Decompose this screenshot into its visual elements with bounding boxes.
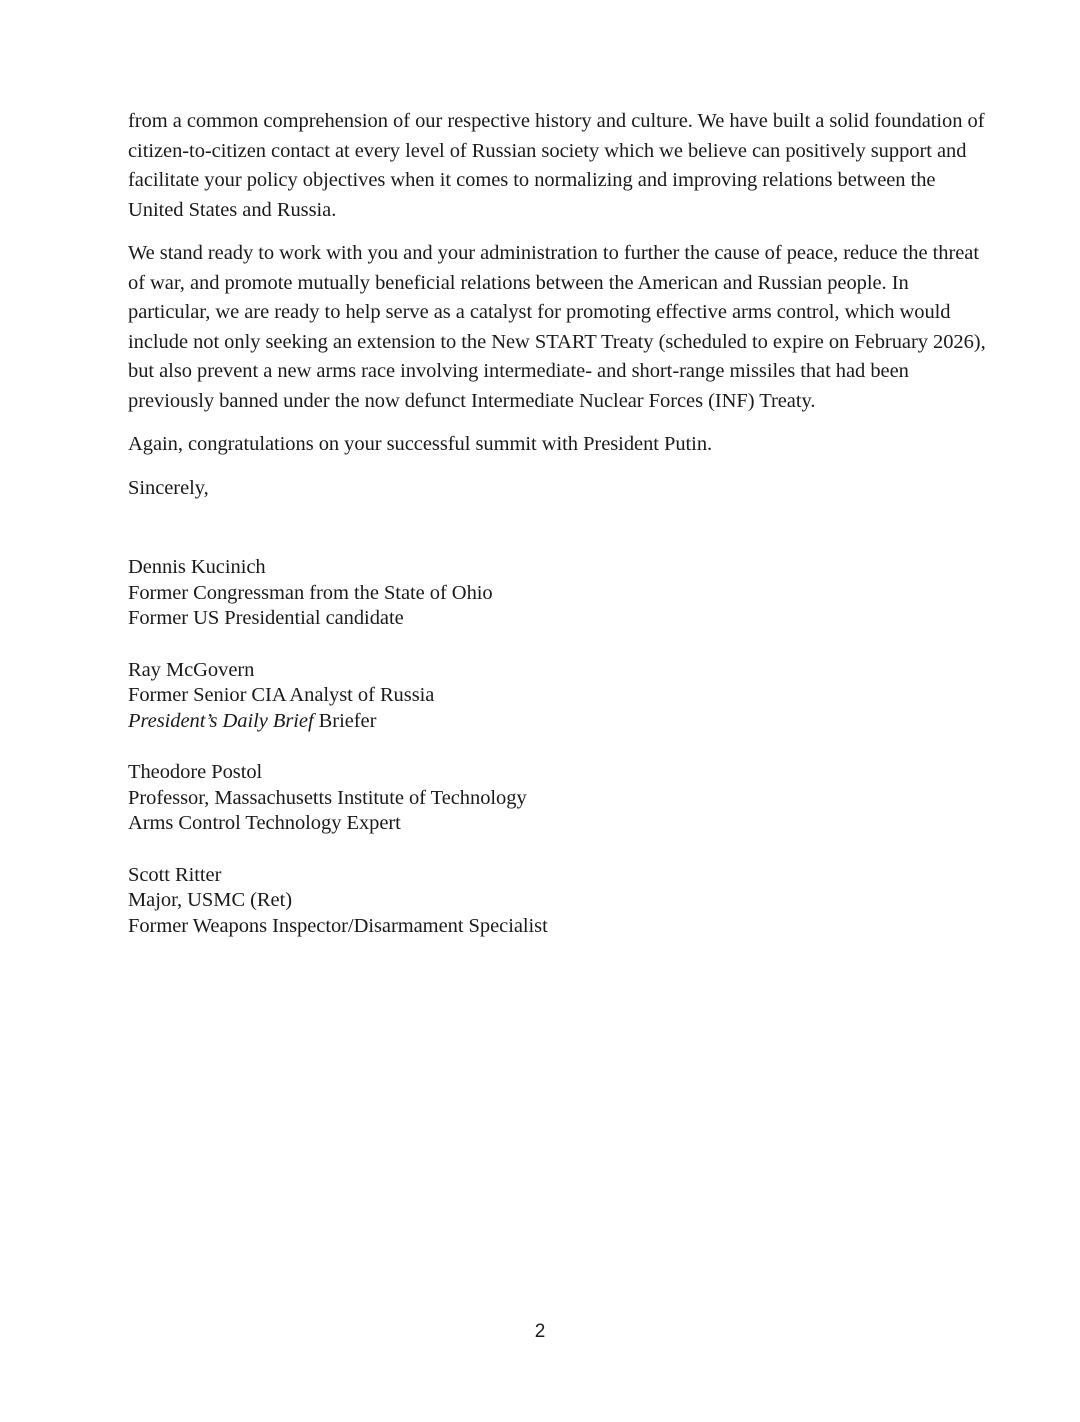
- paragraph-arms-control: We stand ready to work with you and your administration to further the cause of peace, reduce the threat of war, and promote mutually beneficial relations between the American and Russian people. In particular, we are ready to help serve as a catalyst for promoting effective arms control, which would include not only seeking an extension to the New START Treaty (scheduled to expire on February 2026), but also prevent a new arms race involving intermediate- and short-range missiles that had been previously banned under the now defunct Intermediate Nuclear Forces (INF) Treaty.: [128, 242, 986, 412]
- pdb-role: Briefer: [313, 709, 377, 732]
- closing-salutation: Sincerely,: [128, 476, 209, 499]
- signer-title: Former Senior CIA Analyst of Russia: [128, 684, 435, 706]
- signer-name: Ray McGovern: [128, 658, 255, 681]
- signer-title-pdb: [128, 709, 988, 735]
- signature-space: [128, 517, 988, 555]
- signer-postol: [128, 760, 988, 837]
- signer-mcgovern: [128, 658, 988, 735]
- letter-body: [128, 107, 988, 965]
- signer-title: Major, USMC (Ret): [128, 889, 293, 911]
- page-number: 2: [534, 1321, 546, 1342]
- paragraph-citizen-contact: from a common comprehension of our respective history and culture. We have built a solid foundation of citizen-to-citizen contact at every level of Russian society which we believe can positively support and facilitate your policy objectives when it comes to normalizing and improving relations between the United States and Russia.: [128, 110, 985, 221]
- signer-title: Former US Presidential candidate: [128, 607, 404, 629]
- signer-kucinich: [128, 555, 988, 632]
- signer-name: Dennis Kucinich: [128, 556, 266, 578]
- signer-ritter: [128, 863, 988, 940]
- paragraph-congratulations: Again, congratulations on your successful summit with President Putin.: [128, 433, 713, 455]
- signer-name: Theodore Postol: [128, 761, 263, 783]
- pdb-italic-title: President’s Daily Brief: [128, 709, 314, 732]
- signer-name: Scott Ritter: [128, 863, 222, 886]
- signer-title: Former Congressman from the State of Ohio: [128, 581, 493, 604]
- signer-title: Professor, Massachusetts Institute of Technology: [128, 786, 527, 809]
- signer-title: Arms Control Technology Expert: [128, 812, 401, 834]
- signer-title: Former Weapons Inspector/Disarmament Specialist: [128, 914, 548, 937]
